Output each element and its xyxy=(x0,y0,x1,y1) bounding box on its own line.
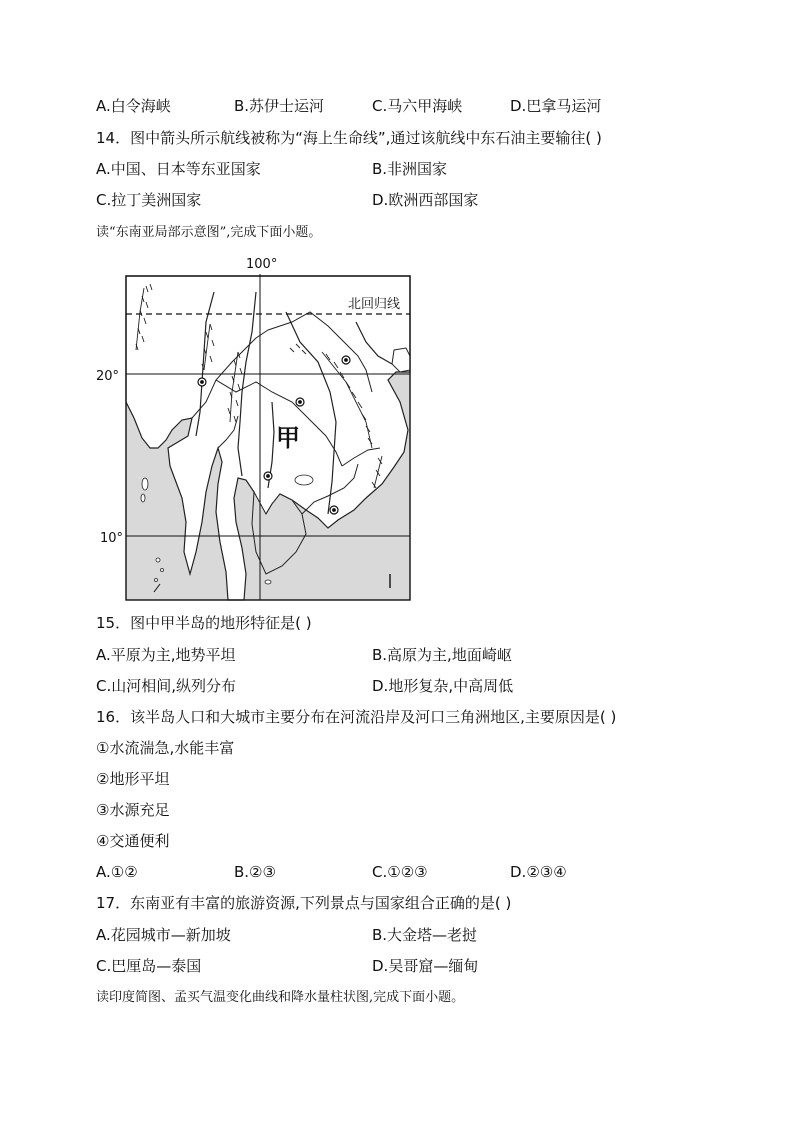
q17-option-a[interactable]: A.花园城市—新加坡 xyxy=(96,926,231,944)
latitude-label-10: 10° xyxy=(100,531,124,546)
q15-option-b[interactable]: B.高原为主,地面崎岖 xyxy=(372,646,512,664)
q13-option-c[interactable]: C.马六甲海峡 xyxy=(372,97,463,115)
q15-stem: 15．图中甲半岛的地形特征是( ) xyxy=(96,614,312,632)
q13-option-d[interactable]: D.巴拿马运河 xyxy=(510,97,602,115)
q15-option-a[interactable]: A.平原为主,地势平坦 xyxy=(96,646,236,664)
longitude-label-100: 100° xyxy=(246,257,278,272)
q16-stem: 16．该半岛人口和大城市主要分布在河流沿岸及河口三角洲地区,主要原因是( ) xyxy=(96,708,617,726)
q16-option-a[interactable]: A.①② xyxy=(96,863,138,881)
q14-option-c[interactable]: C.拉丁美洲国家 xyxy=(96,191,202,209)
q16-option-c[interactable]: C.①②③ xyxy=(372,863,428,881)
q15-option-d[interactable]: D.地形复杂,中高周低 xyxy=(372,677,514,695)
q16-statement-1: ①水流湍急,水能丰富 xyxy=(96,739,235,757)
q16-option-b[interactable]: B.②③ xyxy=(234,863,276,881)
q16-statement-3: ③水源充足 xyxy=(96,801,170,819)
q17-option-c[interactable]: C.巴厘岛—泰国 xyxy=(96,957,202,975)
q13-option-a[interactable]: A.白令海峡 xyxy=(96,97,171,115)
q16-statement-4: ④交通便利 xyxy=(96,832,170,850)
latitude-label-20: 20° xyxy=(96,369,120,384)
q14-stem: 14．图中箭头所示航线被称为“海上生命线”,通过该航线中东石油主要输往( ) xyxy=(96,129,602,147)
intro-india-map: 读印度简图、孟买气温变化曲线和降水量柱状图,完成下面小题。 xyxy=(96,990,465,1005)
q16-option-d[interactable]: D.②③④ xyxy=(510,863,567,881)
intro-southeast-asia-map: 读“东南亚局部示意图”,完成下面小题。 xyxy=(96,225,322,240)
peninsula-label: 甲 xyxy=(276,424,300,452)
q16-statement-2: ②地形平坦 xyxy=(96,770,170,788)
tropic-label: 北回归线 xyxy=(348,297,401,312)
southeast-asia-map xyxy=(96,252,426,604)
q17-option-b[interactable]: B.大金塔—老挝 xyxy=(372,926,478,944)
q14-option-d[interactable]: D.欧洲西部国家 xyxy=(372,191,479,209)
q14-option-b[interactable]: B.非洲国家 xyxy=(372,160,448,178)
q13-option-b[interactable]: B.苏伊士运河 xyxy=(234,97,325,115)
q17-stem: 17．东南亚有丰富的旅游资源,下列景点与国家组合正确的是( ) xyxy=(96,894,512,912)
q15-option-c[interactable]: C.山河相间,纵列分布 xyxy=(96,677,237,695)
q14-option-a[interactable]: A.中国、日本等东亚国家 xyxy=(96,160,261,178)
q17-option-d[interactable]: D.吴哥窟—缅甸 xyxy=(372,957,479,975)
lake xyxy=(295,475,313,485)
